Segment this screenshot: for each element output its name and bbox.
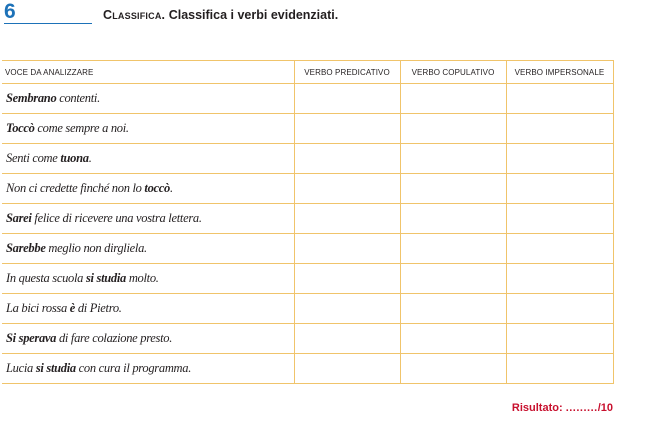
sentence-text-after: . — [170, 181, 173, 195]
highlighted-verb: si studia — [85, 271, 126, 285]
answer-cell-copulativo[interactable] — [400, 114, 506, 144]
sentence-cell — [2, 264, 294, 294]
highlighted-verb: Sembrano — [6, 91, 57, 105]
answer-cell-copulativo[interactable] — [400, 204, 506, 234]
answer-cell-copulativo[interactable] — [400, 234, 506, 264]
answer-cell-impersonale[interactable] — [506, 324, 613, 354]
highlighted-verb: tuona — [60, 151, 89, 165]
table-body — [2, 84, 613, 384]
highlighted-verb: si studia — [35, 361, 76, 375]
sentence-cell — [2, 144, 294, 174]
answer-cell-copulativo[interactable] — [400, 84, 506, 114]
table-row — [2, 354, 613, 384]
exercise-instruction — [103, 7, 338, 23]
sentence-text-after: molto. — [126, 271, 159, 285]
answer-cell-impersonale[interactable] — [506, 144, 613, 174]
result-line — [512, 402, 613, 414]
table-row — [2, 144, 613, 174]
sentence-text-after: con cura il programma. — [75, 361, 192, 375]
answer-cell-impersonale[interactable] — [506, 174, 613, 204]
table-row — [2, 174, 613, 204]
answer-cell-predicativo[interactable] — [294, 114, 400, 144]
answer-cell-impersonale[interactable] — [506, 84, 613, 114]
column-header-impersonale: VERBO IMPERSONALE — [506, 61, 613, 84]
column-header-predicativo: VERBO PREDICATIVO — [294, 61, 400, 84]
answer-cell-copulativo[interactable] — [400, 324, 506, 354]
answer-cell-predicativo[interactable] — [294, 144, 400, 174]
answer-cell-copulativo[interactable] — [400, 264, 506, 294]
classification-table — [2, 60, 614, 384]
table-row — [2, 264, 613, 294]
sentence-text-before: Senti come — [6, 151, 61, 165]
sentence-cell — [2, 114, 294, 144]
highlighted-verb: Sarei — [6, 211, 32, 225]
highlighted-verb: Si sperava — [6, 331, 57, 345]
highlighted-verb: Sarebbe — [6, 241, 46, 255]
sentence-cell — [2, 204, 294, 234]
sentence-cell — [2, 174, 294, 204]
answer-cell-impersonale[interactable] — [506, 264, 613, 294]
sentence-text-after: di fare colazione presto. — [56, 331, 173, 345]
column-header-voce: VOCE DA ANALIZZARE — [2, 61, 294, 84]
answer-cell-predicativo[interactable] — [294, 84, 400, 114]
table-row — [2, 234, 613, 264]
column-header-copulativo: VERBO COPULATIVO — [400, 61, 506, 84]
answer-cell-predicativo[interactable] — [294, 354, 400, 384]
sentence-text-before: Non ci credette finché non lo — [6, 181, 145, 195]
table-header-row — [2, 61, 613, 84]
sentence-cell — [2, 354, 294, 384]
highlighted-verb: è — [69, 301, 76, 315]
highlighted-verb: Toccò — [6, 121, 35, 135]
sentence-text-before: Lucia — [6, 361, 36, 375]
answer-cell-copulativo[interactable] — [400, 144, 506, 174]
answer-cell-impersonale[interactable] — [506, 114, 613, 144]
answer-cell-predicativo[interactable] — [294, 234, 400, 264]
answer-cell-predicativo[interactable] — [294, 174, 400, 204]
answer-cell-impersonale[interactable] — [506, 234, 613, 264]
sentence-cell — [2, 294, 294, 324]
answer-cell-impersonale[interactable] — [506, 204, 613, 234]
sentence-cell — [2, 324, 294, 354]
answer-cell-predicativo[interactable] — [294, 204, 400, 234]
exercise-label: Classifica. — [103, 8, 166, 22]
sentence-text-before: In questa scuola — [6, 271, 86, 285]
sentence-cell — [2, 234, 294, 264]
result-total: /10 — [597, 402, 613, 414]
answer-cell-impersonale[interactable] — [506, 294, 613, 324]
highlighted-verb: toccò — [144, 181, 170, 195]
answer-cell-copulativo[interactable] — [400, 354, 506, 384]
sentence-text-after: . — [88, 151, 92, 165]
sentence-text-after: come sempre a noi. — [34, 121, 129, 135]
answer-cell-impersonale[interactable] — [506, 354, 613, 384]
answer-cell-predicativo[interactable] — [294, 264, 400, 294]
sentence-text-after: felice di ricevere una vostra lettera. — [31, 211, 202, 225]
exercise-instruction-text: Classifica i verbi evidenziati. — [168, 8, 339, 22]
exercise-header — [0, 0, 669, 30]
table-row — [2, 204, 613, 234]
sentence-text-before: La bici rossa — [6, 301, 70, 315]
sentence-text-after: contenti. — [56, 91, 100, 105]
sentence-text-after: meglio non dirgliela. — [45, 241, 147, 255]
answer-cell-predicativo[interactable] — [294, 324, 400, 354]
answer-cell-copulativo[interactable] — [400, 174, 506, 204]
table-row — [2, 324, 613, 354]
result-label: Risultato: — [511, 402, 563, 414]
sentence-text-after: di Pietro. — [75, 301, 122, 315]
table-row — [2, 114, 613, 144]
sentence-cell — [2, 84, 294, 114]
exercise-number-underline — [4, 23, 92, 24]
table-row — [2, 294, 613, 324]
result-blank[interactable]: ......... — [565, 402, 598, 414]
table-row — [2, 84, 613, 114]
answer-cell-predicativo[interactable] — [294, 294, 400, 324]
answer-cell-copulativo[interactable] — [400, 294, 506, 324]
exercise-number: 6 — [4, 0, 16, 23]
